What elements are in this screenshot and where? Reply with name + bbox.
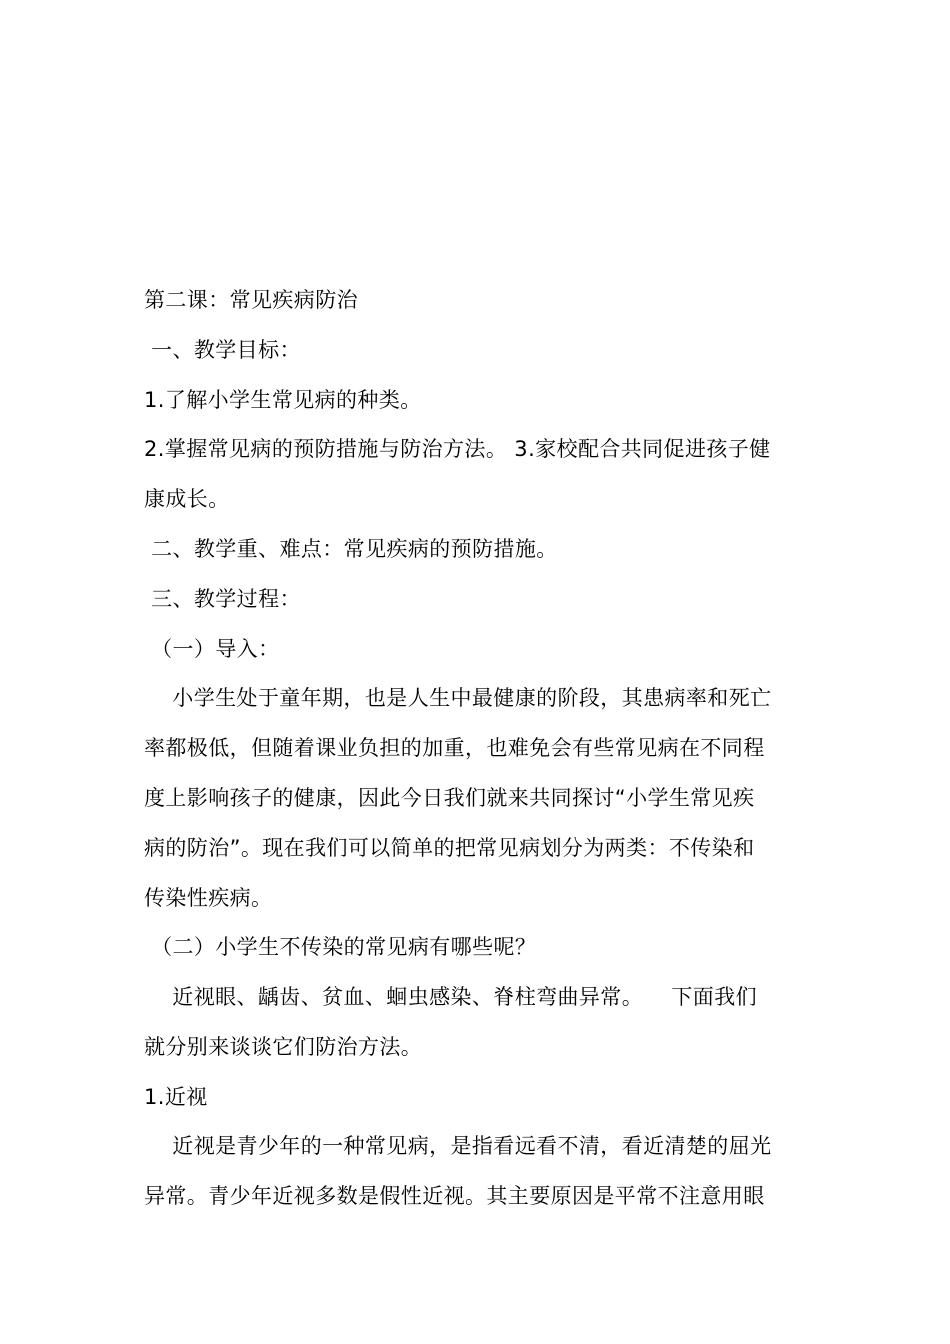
section-heading-process: 三、教学过程： [144, 587, 301, 611]
paragraph-line: 度上影响孩子的健康，因此今日我们就来共同探讨“小学生常见疾 [144, 786, 755, 810]
paragraph-line: 就分别来谈谈它们防治方法。 [144, 1035, 423, 1059]
subsection-heading-intro: （一）导入： [144, 637, 280, 661]
section-heading-objectives: 一、教学目标： [144, 338, 301, 362]
paragraph-line: 异常。青少年近视多数是假性近视。其主要原因是平常不注意用眼 [144, 1184, 765, 1208]
objective-3-continued: 康成长。 [144, 487, 230, 511]
objective-1: 1.了解小学生常见病的种类。 [144, 388, 422, 412]
paragraph-line: 小学生处于童年期，也是人生中最健康的阶段，其患病率和死亡 [144, 686, 772, 710]
item-heading-myopia: 1.近视 [144, 1085, 208, 1109]
paragraph-line: 近视眼、龋齿、贫血、蛔虫感染、脊柱弯曲异常。 下面我们 [144, 985, 757, 1009]
subsection-heading-non-infectious: （二）小学生不传染的常见病有哪些呢？ [144, 935, 537, 959]
paragraph-line: 病的防治”。现在我们可以简单的把常见病划分为两类：不传染和 [144, 836, 755, 860]
paragraph-line: 传染性疾病。 [144, 886, 273, 910]
lesson-title: 第二课：常见疾病防治 [144, 288, 358, 312]
paragraph-line: 近视是青少年的一种常见病，是指看远看不清，看近清楚的屈光 [144, 1134, 772, 1158]
section-heading-key-points: 二、教学重、难点：常见疾病的预防措施。 [144, 537, 558, 561]
objective-2-3: 2.掌握常见病的预防措施与防治方法。 3.家校配合共同促进孩子健 [144, 437, 771, 461]
paragraph-line: 率都极低，但随着课业负担的加重，也难免会有些常见病在不同程 [144, 736, 765, 760]
